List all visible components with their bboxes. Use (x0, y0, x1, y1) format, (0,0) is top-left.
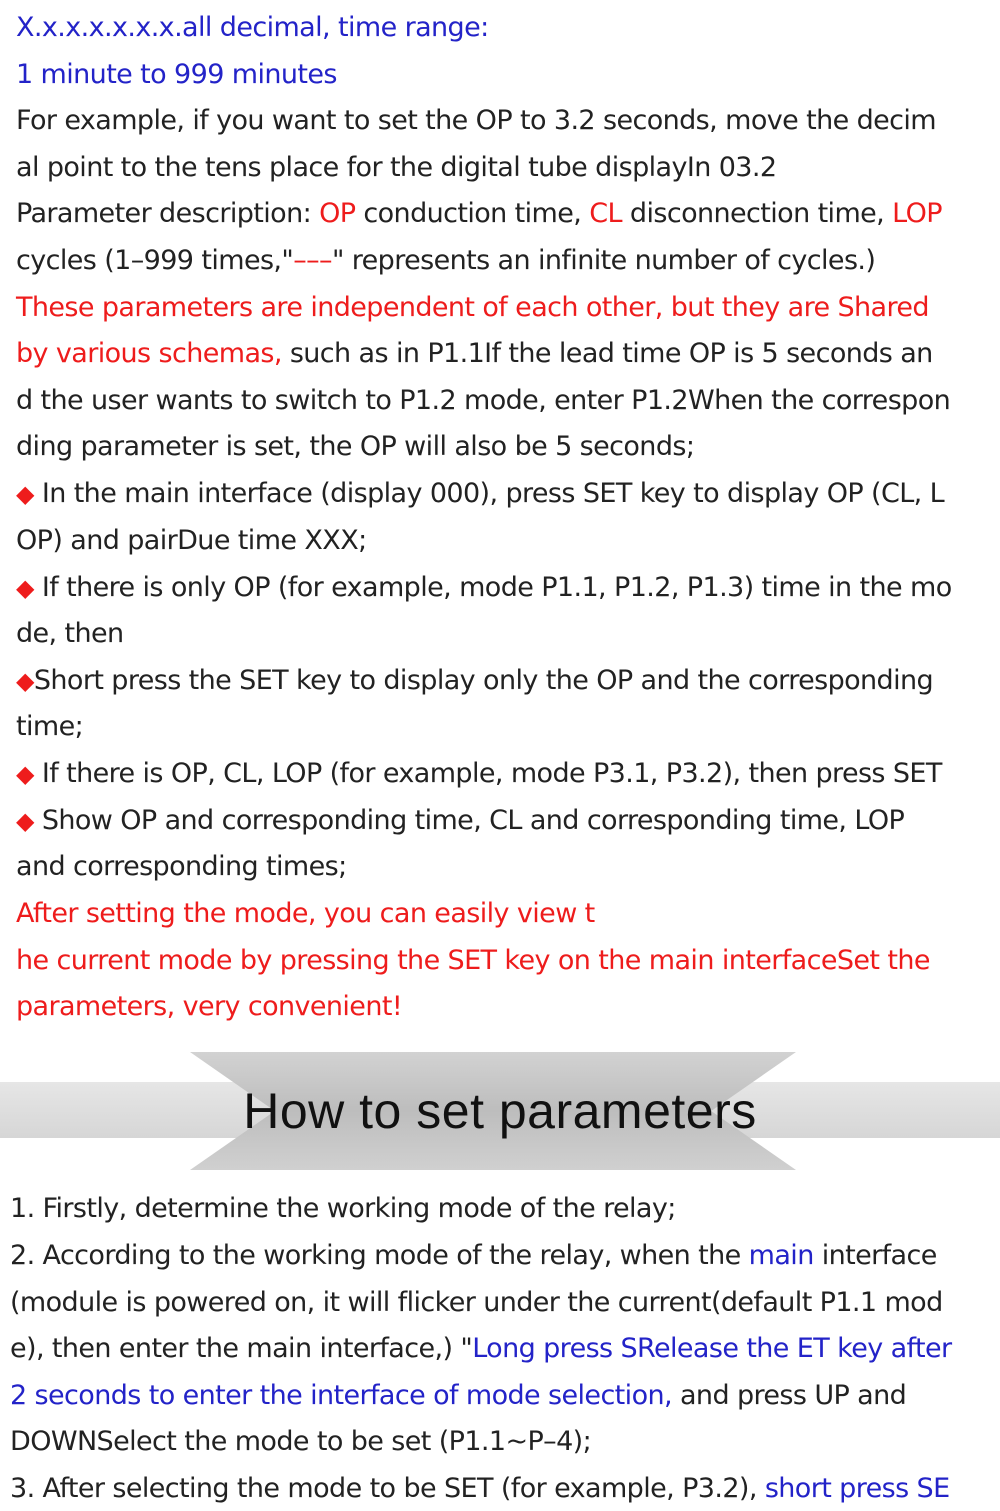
shared-params-line-3: d the user wants to switch to P1.2 mode, enter P1.2When the correspon (16, 385, 951, 416)
note-line-3: parameters, very convenient! (16, 991, 403, 1022)
shared-params-line-4: ding parameter is set, the OP will also be 5 seconds; (16, 431, 695, 462)
infinite-dashes: ––– (293, 245, 332, 276)
schemas-text: by various schemas, (16, 338, 282, 369)
cycles-line (16, 239, 875, 283)
bullet-1-line-2: OP) and pairDue time XXX; (16, 525, 367, 556)
step-2-line-5: DOWNSelect the mode to be set (P1.1~P–4); (10, 1426, 592, 1457)
bullet-2-line-1 (16, 566, 952, 610)
param-label: Parameter description: (16, 198, 320, 229)
bullet-1-text: In the main interface (display 000), press SET key to display OP (CL, L (33, 478, 945, 509)
diamond-bullet-icon: ◆ (16, 667, 34, 695)
short-press-text: short press SE (764, 1473, 950, 1504)
mode-selection-text: 2 seconds to enter the interface of mode selection, (10, 1380, 672, 1411)
cycles-text-a: cycles (1–999 times," (16, 245, 294, 276)
step-3-line-1 (10, 1467, 950, 1511)
parameter-description-line (16, 192, 942, 236)
bullet-4-text: If there is OP, CL, LOP (for example, mode P3.1, P3.2), then press SET (33, 758, 942, 789)
bullet-2-text: If there is only OP (for example, mode P1.1, P1.2, P1.3) time in the mo (33, 572, 952, 603)
step-2-text-a: 2. According to the working mode of the relay, when the (10, 1240, 749, 1271)
step-2-line-3 (10, 1327, 951, 1371)
op-term: OP (319, 198, 356, 229)
cl-desc: disconnection time, (621, 198, 893, 229)
bullet-5-line-2: and corresponding times; (16, 851, 347, 882)
step-3-text: 3. After selecting the mode to be SET (for example, P3.2), (10, 1473, 765, 1504)
step-1: 1. Firstly, determine the working mode of the relay; (10, 1193, 676, 1224)
note-line-1: After setting the mode, you can easily view t (16, 898, 595, 929)
shared-params-line-2 (16, 332, 933, 376)
section-title: How to set parameters (243, 1083, 757, 1139)
section-banner (0, 1052, 1000, 1170)
cycles-text-b: " represents an infinite number of cycles.) (331, 245, 876, 276)
bullet-1-line-1 (16, 472, 944, 516)
bullet-3-line-1 (16, 659, 933, 703)
time-range-value: 1 minute to 999 minutes (16, 59, 337, 90)
diamond-bullet-icon: ◆ (16, 807, 34, 835)
main-term: main (748, 1240, 814, 1271)
shared-params-line-1: These parameters are independent of each other, but they are Shared (16, 292, 929, 323)
step-2-line-4 (10, 1374, 906, 1418)
diamond-bullet-icon: ◆ (16, 574, 34, 602)
step-2-line-2: (module is powered on, it will flicker under the current(default P1.1 mod (10, 1287, 943, 1318)
step-2-text-d: e), then enter the main interface,) " (10, 1333, 473, 1364)
step-2-line-1 (10, 1234, 937, 1278)
diamond-bullet-icon: ◆ (16, 480, 34, 508)
example-line-1: For example, if you want to set the OP to 3.2 seconds, move the decim (16, 105, 937, 136)
bullet-5-text: Show OP and corresponding time, CL and corresponding time, LOP (33, 805, 905, 836)
bullet-4-line (16, 752, 942, 796)
cl-term: CL (589, 198, 622, 229)
lead-time-text: such as in P1.1If the lead time OP is 5 seconds an (281, 338, 933, 369)
note-line-2: he current mode by pressing the SET key on the main interfaceSet the (16, 945, 930, 976)
example-line-2: al point to the tens place for the digital tube displayIn 03.2 (16, 152, 777, 183)
step-2-text-b: interface (813, 1240, 937, 1271)
time-range-line: X.x.x.x.x.x.x.all decimal, time range: (16, 12, 489, 43)
diamond-bullet-icon: ◆ (16, 760, 34, 788)
long-press-text: Long press SRelease the ET key after (472, 1333, 952, 1364)
bullet-5-line-1 (16, 799, 904, 843)
bullet-3-text: Short press the SET key to display only the OP and the corresponding (33, 665, 934, 696)
lop-term: LOP (892, 198, 942, 229)
step-2-text-e: and press UP and (672, 1380, 907, 1411)
op-desc: conduction time, (355, 198, 590, 229)
bullet-2-line-2: de, then (16, 618, 124, 649)
bullet-3-line-2: time; (16, 711, 84, 742)
